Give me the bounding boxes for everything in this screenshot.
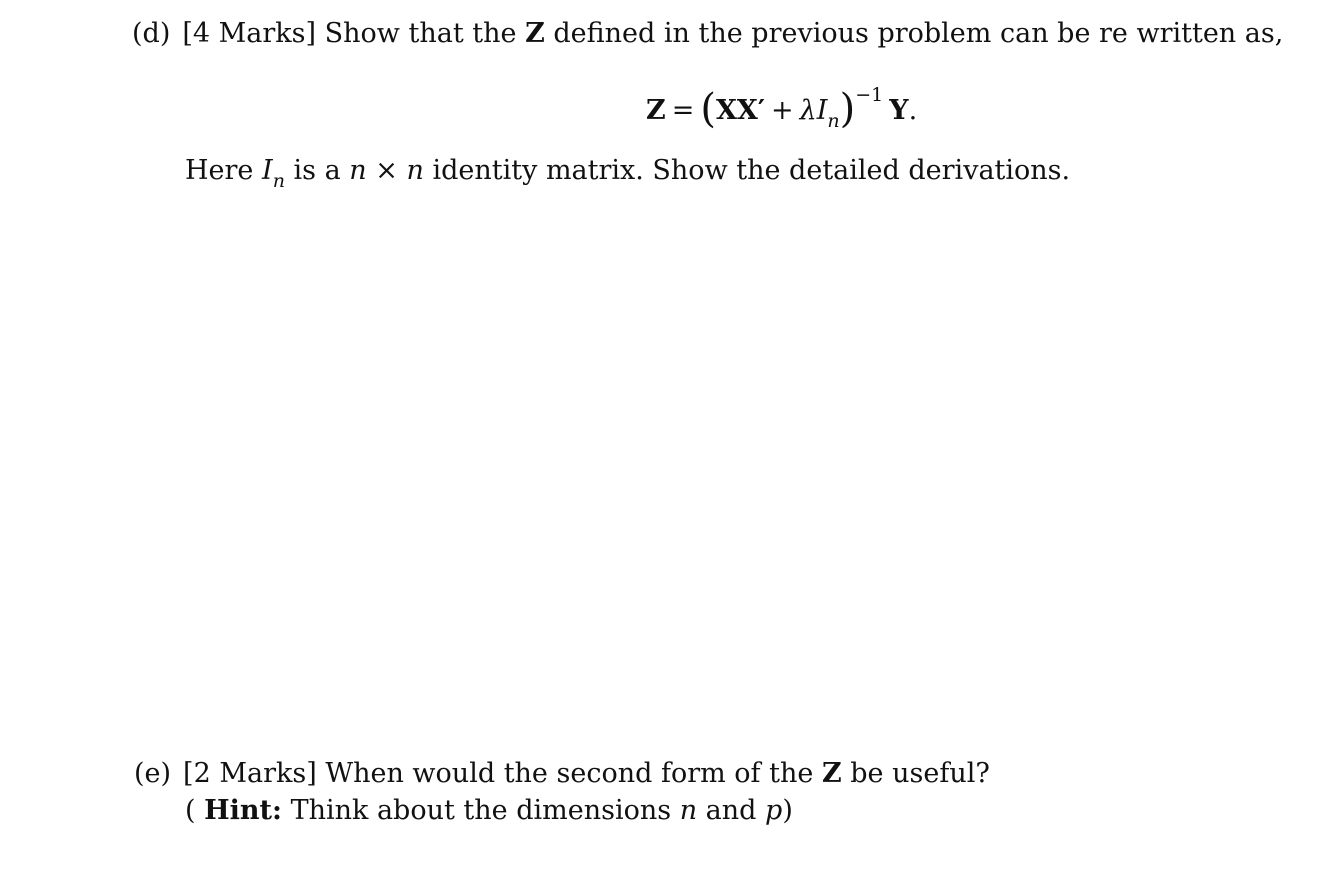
hint-open-paren: ( bbox=[185, 795, 196, 826]
part-d-question bbox=[132, 20, 1283, 47]
note-identity-subscript: n bbox=[272, 170, 285, 192]
hint-close-paren: ) bbox=[782, 795, 793, 826]
note-n-first: n bbox=[349, 155, 367, 186]
part-e-label: (e) bbox=[134, 758, 172, 789]
part-d-note bbox=[185, 155, 1071, 192]
formula-identity-subscript: n bbox=[827, 110, 840, 132]
part-d-text-before-z: Show that the bbox=[324, 18, 517, 49]
formula-open-paren: ( bbox=[700, 86, 716, 132]
formula-lambda: λ bbox=[799, 95, 817, 126]
part-d-marks: [4 Marks] bbox=[182, 18, 317, 49]
part-d-label: (d) bbox=[132, 18, 171, 49]
formula-exponent: −1 bbox=[855, 84, 884, 106]
formula-y: Y bbox=[889, 95, 909, 126]
part-e-text-after-z: be useful? bbox=[850, 758, 990, 789]
part-e-marks: [2 Marks] bbox=[183, 758, 317, 789]
display-formula bbox=[646, 84, 918, 132]
hint-p: p bbox=[765, 795, 783, 826]
part-d-z-symbol: Z bbox=[525, 18, 545, 49]
formula-xx-transpose: XX′ bbox=[715, 95, 765, 126]
part-e-hint bbox=[185, 797, 793, 824]
formula-close-paren: ) bbox=[839, 86, 856, 132]
formula-period: . bbox=[908, 95, 918, 126]
part-d-text-after-z: defined in the previous problem can be re written as, bbox=[553, 18, 1284, 49]
note-is-a: is a bbox=[293, 155, 341, 186]
note-rest: identity matrix. Show the detailed derivations. bbox=[432, 155, 1071, 186]
formula-lhs: Z bbox=[646, 95, 666, 126]
note-here: Here bbox=[185, 155, 254, 186]
hint-and: and bbox=[705, 795, 757, 826]
hint-text: Think about the dimensions bbox=[290, 795, 672, 826]
hint-label: Hint: bbox=[204, 795, 282, 826]
part-e-text-before-z: When would the second form of the bbox=[325, 758, 814, 789]
part-e-question bbox=[134, 760, 990, 787]
formula-identity: I bbox=[816, 95, 828, 126]
note-times: × bbox=[375, 155, 398, 186]
hint-n: n bbox=[679, 795, 698, 826]
note-identity-symbol: I bbox=[262, 155, 273, 186]
note-n-second: n bbox=[406, 155, 424, 186]
formula-equals: = bbox=[671, 95, 695, 126]
part-e-z-symbol: Z bbox=[821, 758, 842, 789]
formula-plus: + bbox=[770, 95, 794, 126]
